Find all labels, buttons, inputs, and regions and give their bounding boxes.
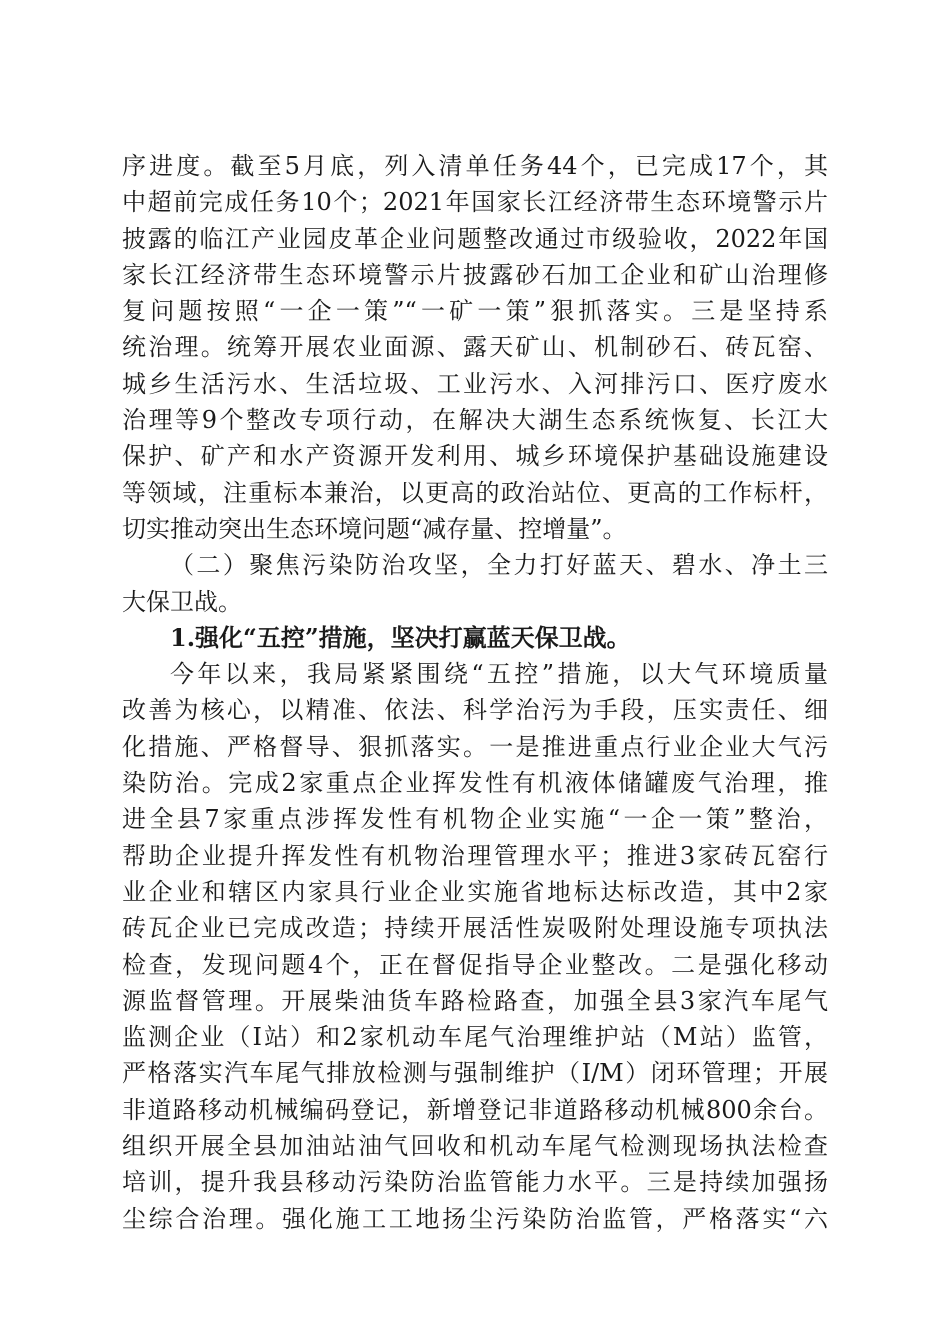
text-line: 化措施、严格督导、狠抓落实。一是推进重点行业企业大气污 [122, 732, 828, 761]
text-line: 砖瓦企业已完成改造；持续开展活性炭吸附处理设施专项执法 [122, 914, 828, 943]
text-line: 城乡生活污水、生活垃圾、工业污水、入河排污口、医疗废水 [122, 369, 828, 398]
text-line: 源监督管理。开展柴油货车路检路查，加强全县3家汽车尾气 [122, 986, 828, 1015]
section-heading-line: （二）聚焦污染防治攻坚，全力打好蓝天、碧水、净土三 [170, 551, 828, 580]
section-heading-line: 大保卫战。 [122, 587, 242, 616]
text-line: 切实推动突出生态环境问题“减存量、控增量”。 [122, 514, 627, 543]
text-line: 统治理。统筹开展农业面源、露天矿山、机制砂石、砖瓦窑、 [122, 333, 828, 362]
text-line: 披露的临江产业园皮革企业问题整改通过市级验收，2022年国 [122, 224, 828, 253]
text-line: 严格落实汽车尾气排放检测与强制维护（I/M）闭环管理；开展 [122, 1059, 828, 1088]
text-line: 改善为核心，以精准、依法、科学治污为手段，压实责任、细 [122, 696, 828, 725]
text-line: 中超前完成任务10个；2021年国家长江经济带生态环境警示片 [122, 188, 828, 217]
text-line: 染防治。完成2家重点企业挥发性有机液体储罐废气治理，推 [122, 769, 828, 798]
text-line: 业企业和辖区内家具行业企业实施省地标达标改造，其中2家 [122, 877, 828, 906]
text-line: 帮助企业提升挥发性有机物治理管理水平；推进3家砖瓦窑行 [122, 841, 828, 870]
subsection-heading: 1.强化“五控”措施，坚决打赢蓝天保卫战。 [170, 622, 631, 652]
text-line: 尘综合治理。强化施工工地扬尘污染防治监管，严格落实“六 [122, 1204, 828, 1233]
text-line: 复问题按照“一企一策”“一矿一策”狠抓落实。三是坚持系 [122, 297, 828, 326]
text-line: 等领域，注重标本兼治，以更高的政治站位、更高的工作标杆， [122, 478, 828, 507]
document-body [122, 148, 828, 1237]
text-line: 进全县7家重点涉挥发性有机物企业实施“一企一策”整治， [122, 805, 828, 834]
text-line: 序进度。截至5月底，列入清单任务44个，已完成17个，其 [122, 152, 828, 180]
text-line: 培训，提升我县移动污染防治监管能力水平。三是持续加强扬 [122, 1168, 828, 1197]
text-line: 非道路移动机械编码登记，新增登记非道路移动机械800余台。 [122, 1095, 828, 1124]
text-line: 监测企业（I站）和2家机动车尾气治理维护站（M站）监管， [122, 1023, 828, 1052]
text-line: 保护、矿产和水产资源开发利用、城乡环境保护基础设施建设 [122, 442, 828, 471]
text-line: 组织开展全县加油站油气回收和机动车尾气检测现场执法检查 [122, 1132, 828, 1161]
text-line: 治理等9个整改专项行动，在解决大湖生态系统恢复、长江大 [122, 406, 828, 435]
text-line: 今年以来，我局紧紧围绕“五控”措施，以大气环境质量 [170, 660, 828, 689]
text-line: 家长江经济带生态环境警示片披露砂石加工企业和矿山治理修 [122, 260, 828, 289]
text-line: 检查，发现问题4个，正在督促指导企业整改。二是强化移动 [122, 950, 828, 979]
